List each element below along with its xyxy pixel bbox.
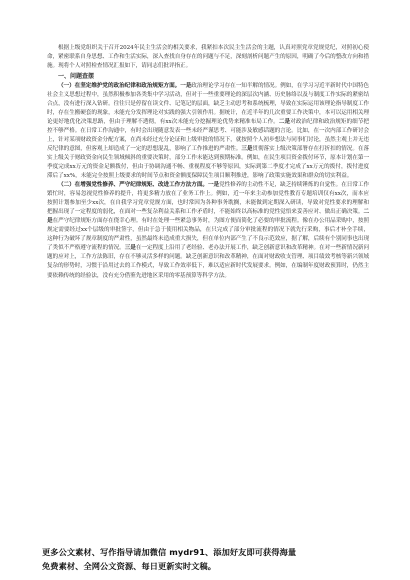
subsection-2-title: （二）在增强党性修养、严守纪律规矩、改进工作方法方面。 (58, 182, 208, 189)
subsection-1-paragraph (47, 82, 369, 182)
point-4-lead: 一是 (207, 182, 220, 189)
point-2-text: 对政治纪律和政治规矩的细节把控不够严格。在日常工作沟通中，有时会出现随意发表一些未经严谨思考、可能涉及敏感话题的言论。比如，在一次内部工作研讨会上，针对某项财政资金分配方案，在尚未经过充分论证和上级审批的情况下，就按照个人初步想法与同事们讨论，虽然主观上并无违反纪律的意图，但客观上却造成了一定的思想混乱，影响了工作推进的严肃性。 (47, 118, 369, 152)
intro-paragraph: 根据上级党组织关于召开2024年民主生活会的相关要求，我紧扣本次民主生活会的主题，认真对照党章党规党纪，对照初心使命，紧密联系自身思想、工作和生活实际，深入查找自身存在的问题与不足，深刻剖析问题产生的原因，明确了今后的整改方向和措施。现将个人对照检查情况汇报如下，请同志们批评指正。 (47, 45, 369, 70)
subsection-2-paragraph (47, 181, 369, 281)
point-5-lead: 二是 (47, 209, 369, 225)
point-5-text: 在严守纪律规矩方面存在侥幸心理。有时在处理一些紧急事务时，为图方便而简化了必要的审批流程。像在办公用品采购中，按照规定需要经过xx个层级的审批签字，但由于急于使用相关物品，在只完成了部分审批流程的情况下就先行采购，事后才补全手续，这种行为破坏了规章制度的严肃性，虽然最终未造成重大损失，但在单位内部产生了不良示范效应，据了解，后续有个别同事也出现了类似不严格遵守流程的情况。 (47, 218, 370, 252)
point-1-lead: 一是 (180, 82, 192, 89)
point-3-lead: 三是 (241, 145, 253, 152)
point-1-stat-text: 据统计，在近半年的几次重要工作决策中，本可以运用相关理论更好地优化决策思路，但由于理解不透彻，有xx次未能充分挖掘理论优势来精准布局工作。 (47, 109, 369, 125)
document-body (47, 44, 369, 281)
point-6-text: 在一定程度上沿用了老经验、老办法开展工作，缺乏创新意识和改革精神。在对一些新情况新问题的应对上，工作方法陈旧，存在不够灵活多样的问题。缺乏创新意识和改革精神，在面对财政收支管理、项目绩效考核等新兴领域复杂的形势时，习惯于沿用过去的工作模式，导致工作效率低下，难以适应新时代发展要求。例如，在编制年度财政预算时，仍然主要依赖传统的经验法，没有充分借鉴先进地区采用的零基预算等科学方法。 (47, 245, 369, 279)
promo-line-1: 更多公文素材、写作指导请加微信 mydr91、添加好友即可获得海量 (42, 547, 297, 557)
point-4-text: 党性修养的主动性不足，缺乏持续锤炼的自觉性。在日常工作繁忙时，容易忽视党性修养的提升，将更多精力放在了业务工作上。例如，近一年来主动参加党性教育专题培训仅有xx次，而本应按照计划参加至少xx次，在自我学习党章党规方面，也时常因为各种事务耽搁，未能做到定期深入研读，导致对党性要求的理解和把握出现了一定程度的弱化，在面对一些复杂利益关系和工作矛盾时，不能始终以高标准的党性觉悟来妥善应对、做出正确决策。 (47, 182, 369, 216)
section-heading-problems: 一、问题查摆 (58, 73, 95, 81)
point-6-lead: 三是 (124, 245, 136, 252)
point-2-lead: 二是 (278, 118, 291, 125)
subsection-1-title: （一）在坚定维护党的政治纪律和政治规矩方面。 (58, 82, 181, 89)
point-1-text: 政治理论学习存在一知半解的情况。例如，在学习习近平新时代中国特色社会主义思想过程中，虽然积极参加各类集中学习活动，但对于一些重要理论的深层次内涵、历史脉络以及与制度工作实际的紧密结合点，没有进行深入钻研。往往只是停留在读文件、记笔记的层面，缺乏主动思考和系统梳理，导致在实际运用该理论指导制度工作时，存在生搬硬套的现象，未能充分发挥理论对实践的强大引领作用。 (47, 82, 369, 116)
promo-line-2: 免费素材、全网公文资源、每日更新实时文稿。 (42, 560, 217, 571)
point-3-text: 贯彻落实上级决策部署存在打折扣的情况。在落实上级关于财政资金向民生领域倾斜的重要决策时，部分工作未能达到预期标准。例如，在民生项目资金拨付环节，原本计划在第一季度完成xx万元的资金足额拨付，但由于协调沟通不畅、重视程度不够等原因，实际到第二季度才完成了xx万元的拨付，拨付进度滞后了xx%，未能完全按照上级要求的时间节点和资金额度保障民生项目顺利推进，影响了政策实施效果和群众的切实利益。 (47, 145, 369, 180)
promo-footer (42, 546, 388, 573)
